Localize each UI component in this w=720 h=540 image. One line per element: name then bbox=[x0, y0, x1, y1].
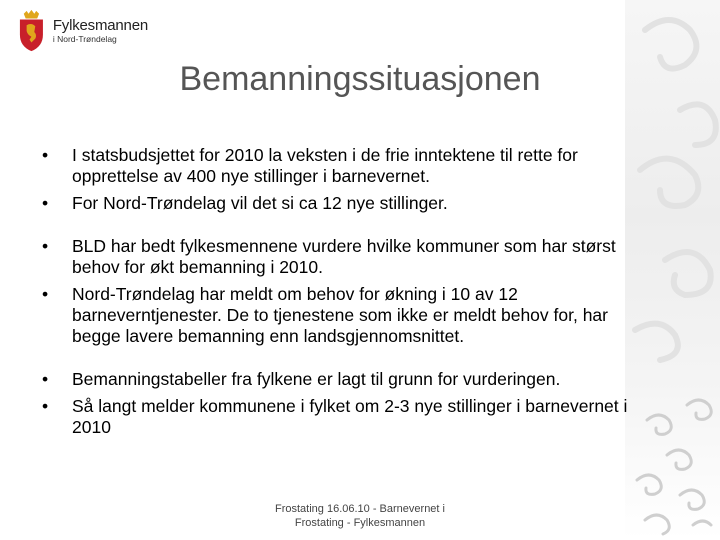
bullet-item bbox=[40, 284, 660, 347]
bullet-text: Bemanningstabeller fra fylkene er lagt til grunn for vurderingen. bbox=[72, 369, 561, 389]
bullet-text: Nord-Trøndelag har meldt om behov for økning i 10 av 12 barneverntjenester. De to tjenestene som ikke er meldt behov for, har begge lavere bemanning enn landsgjennomsnittet. bbox=[72, 284, 608, 346]
bullet-group bbox=[40, 236, 660, 347]
bullet-group bbox=[40, 369, 660, 438]
bullet-text: For Nord-Trøndelag vil det si ca 12 nye stillinger. bbox=[72, 193, 448, 213]
bullet-text: Så langt melder kommunene i fylket om 2-3 nye stillinger i barnevernet i 2010 bbox=[72, 396, 628, 437]
bullet-item bbox=[40, 145, 660, 187]
bullet-icon: • bbox=[42, 396, 49, 416]
bullet-item bbox=[40, 236, 660, 278]
bullet-text: I statsbudsjettet for 2010 la veksten i de frie inntektene til rette for opprettelse av 400 nye stillinger i barnevernet. bbox=[72, 145, 578, 186]
bullet-icon: • bbox=[42, 193, 49, 213]
bullet-list bbox=[40, 145, 660, 460]
footer: Frostating 16.06.10 - Barnevernet i Frostating - Fylkesmannen bbox=[275, 503, 445, 529]
logo bbox=[18, 6, 148, 56]
slide-title: Bemanningssituasjonen bbox=[179, 60, 541, 98]
logo-subtitle: i Nord-Trøndelag bbox=[52, 34, 117, 45]
bullet-icon: • bbox=[42, 145, 49, 165]
bullet-group bbox=[40, 145, 660, 214]
bullet-icon: • bbox=[42, 236, 49, 256]
bullet-item bbox=[40, 396, 660, 438]
bullet-icon: • bbox=[42, 369, 49, 389]
coat-of-arms-icon bbox=[18, 9, 45, 53]
bullet-text: BLD har bedt fylkesmennene vurdere hvilke kommuner som har størst behov for økt bemanning i 2010. bbox=[72, 236, 616, 277]
bullet-item bbox=[40, 369, 660, 390]
bullet-item bbox=[40, 193, 660, 214]
logo-name: Fylkesmannen bbox=[52, 16, 148, 34]
bullet-icon: • bbox=[42, 284, 49, 304]
